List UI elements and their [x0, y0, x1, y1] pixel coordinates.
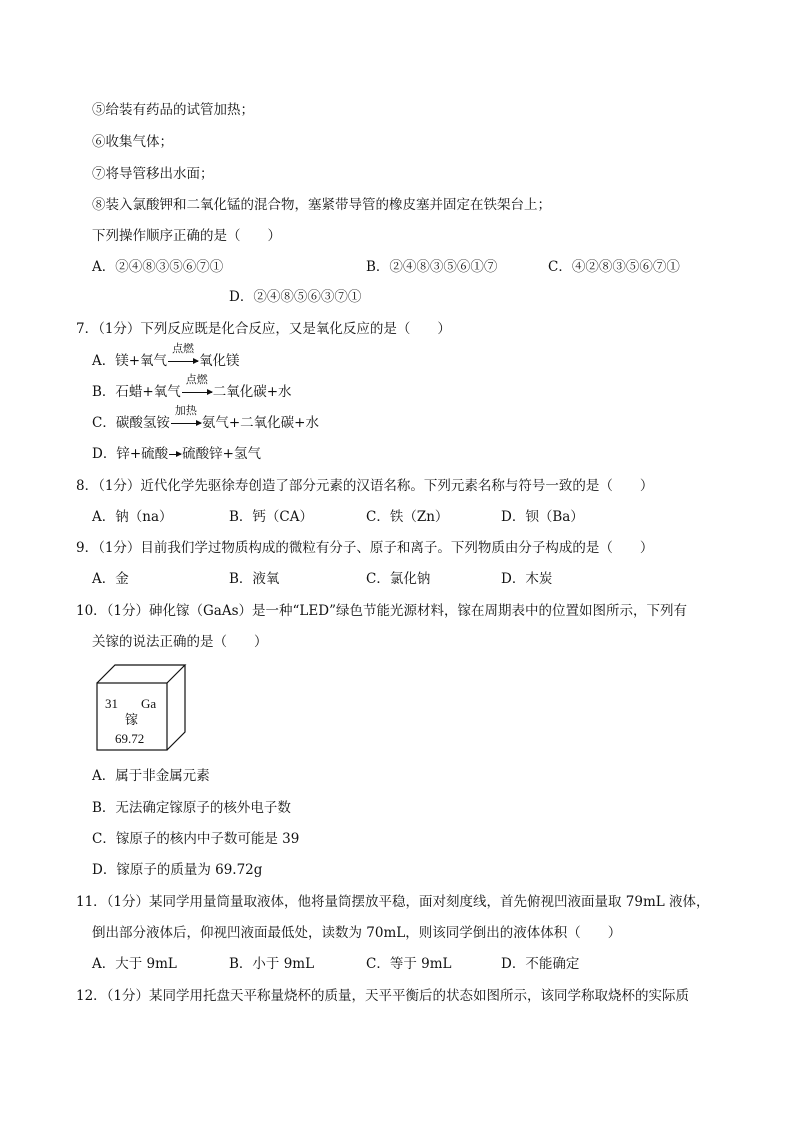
q7-d-reactants: D．锌+硫酸 [92, 446, 169, 462]
q9-option-d[interactable]: D．木炭 [501, 571, 553, 587]
q6-option-a[interactable]: A．②④⑧③⑤⑥⑦① [92, 259, 224, 275]
q11-stem-line-1: 11．（1分）某同学用量筒量取液体，他将量筒摆放平稳，面对刻度线，首先俯视凹液面量取 79mL 液体， [76, 894, 710, 910]
q7-b-products: 二氧化碳+水 [212, 384, 292, 400]
q11-stem-line-2: 倒出部分液体后，仰视凹液面最低处，读数为 70mL，则该同学倒出的液体体积（ ） [92, 925, 622, 941]
reaction-arrow [171, 404, 201, 432]
q10-stem-line-1: 10．（1分）砷化镓（GaAs）是一种“LED”绿色节能光源材料，镓在周期表中的位置如图所示，下列有 [76, 603, 687, 619]
element-card-side [167, 665, 185, 750]
q7-option-d[interactable] [92, 445, 261, 463]
q7-option-b[interactable] [92, 373, 292, 401]
q8-option-d[interactable]: D．钡（Ba） [501, 509, 584, 525]
q10-option-c[interactable]: C．镓原子的核内中子数可能是 39 [92, 831, 300, 847]
q7-option-c[interactable] [92, 404, 319, 432]
q9-option-b[interactable]: B．液氧 [229, 571, 280, 587]
q7-d-products: 硫酸锌+氢气 [182, 446, 261, 462]
element-atomic-number: 31 [105, 696, 118, 711]
q8-option-b[interactable]: B．钙（CA） [229, 509, 313, 525]
reaction-condition: 点燃 [185, 373, 208, 386]
q9-option-c[interactable]: C．氯化钠 [366, 571, 431, 587]
reaction-condition: 加热 [174, 404, 197, 417]
reaction-arrow [169, 445, 181, 463]
q6-step-7: ⑦将导管移出水面； [92, 166, 214, 182]
q10-option-a[interactable]: A．属于非金属元素 [92, 768, 210, 784]
q9-option-a[interactable]: A．金 [92, 571, 129, 587]
q7-a-products: 氧化镁 [199, 353, 240, 369]
q6-step-5: ⑤给装有药品的试管加热； [92, 102, 254, 118]
q11-option-a[interactable]: A．大于 9mL [92, 956, 177, 972]
element-atomic-mass: 69.72 [115, 731, 145, 746]
q10-stem-line-2: 关镓的说法正确的是（ ） [92, 634, 268, 650]
q7-a-reactants: A．镁+氧气 [92, 353, 168, 369]
q11-option-b[interactable]: B．小于 9mL [229, 956, 315, 972]
q6-step-6: ⑥收集气体； [92, 134, 173, 150]
q7-c-products: 氨气+二氧化碳+水 [201, 415, 319, 431]
q6-step-8: ⑧装入氯酸钾和二氧化锰的混合物，塞紧带导管的橡皮塞并固定在铁架台上； [92, 197, 551, 213]
q8-stem: 8．（1分）近代化学先驱徐寿创造了部分元素的汉语名称。下列元素名称与符号一致的是（ ） [76, 478, 654, 494]
q6-prompt: 下列操作顺序正确的是（ ） [92, 228, 281, 244]
q8-option-c[interactable]: C．铁（Zn） [366, 509, 449, 525]
q10-option-d[interactable]: D．镓原子的质量为 69.72g [92, 862, 263, 878]
q7-option-a[interactable] [92, 342, 240, 370]
q12-stem-line-1: 12．（1分）某同学用托盘天平称量烧杯的质量，天平平衡后的状态如图所示，该同学称取烧杯的实际质 [76, 988, 690, 1004]
q11-option-d[interactable]: D．不能确定 [501, 956, 580, 972]
reaction-condition: 点燃 [172, 342, 195, 355]
q6-option-c[interactable]: C．④②⑧③⑤⑥⑦① [548, 259, 680, 275]
q10-option-b[interactable]: B．无法确定镓原子的核外电子数 [92, 800, 291, 816]
q7-c-reactants: C．碳酸氢铵 [92, 415, 170, 431]
q7-b-reactants: B．石蜡+氧气 [92, 384, 181, 400]
q11-option-c[interactable]: C．等于 9mL [366, 956, 452, 972]
periodic-element-card [95, 663, 187, 753]
element-name: 镓 [125, 713, 139, 728]
q9-stem: 9．（1分）目前我们学过物质构成的微粒有分子、原子和离子。下列物质由分子构成的是（ ） [76, 540, 654, 556]
q7-stem: 7．（1分）下列反应既是化合反应，又是氧化反应的是（ ） [76, 321, 451, 337]
element-card-top [97, 665, 185, 683]
q6-option-b[interactable]: B．②④⑧③⑤⑥①⑦ [366, 259, 498, 275]
q6-option-d[interactable]: D．②④⑧⑤⑥③⑦① [229, 289, 362, 305]
q8-option-a[interactable]: A．钠（na） [92, 509, 173, 525]
element-symbol: Ga [141, 696, 157, 711]
reaction-arrow [182, 373, 212, 401]
reaction-arrow [168, 342, 198, 370]
